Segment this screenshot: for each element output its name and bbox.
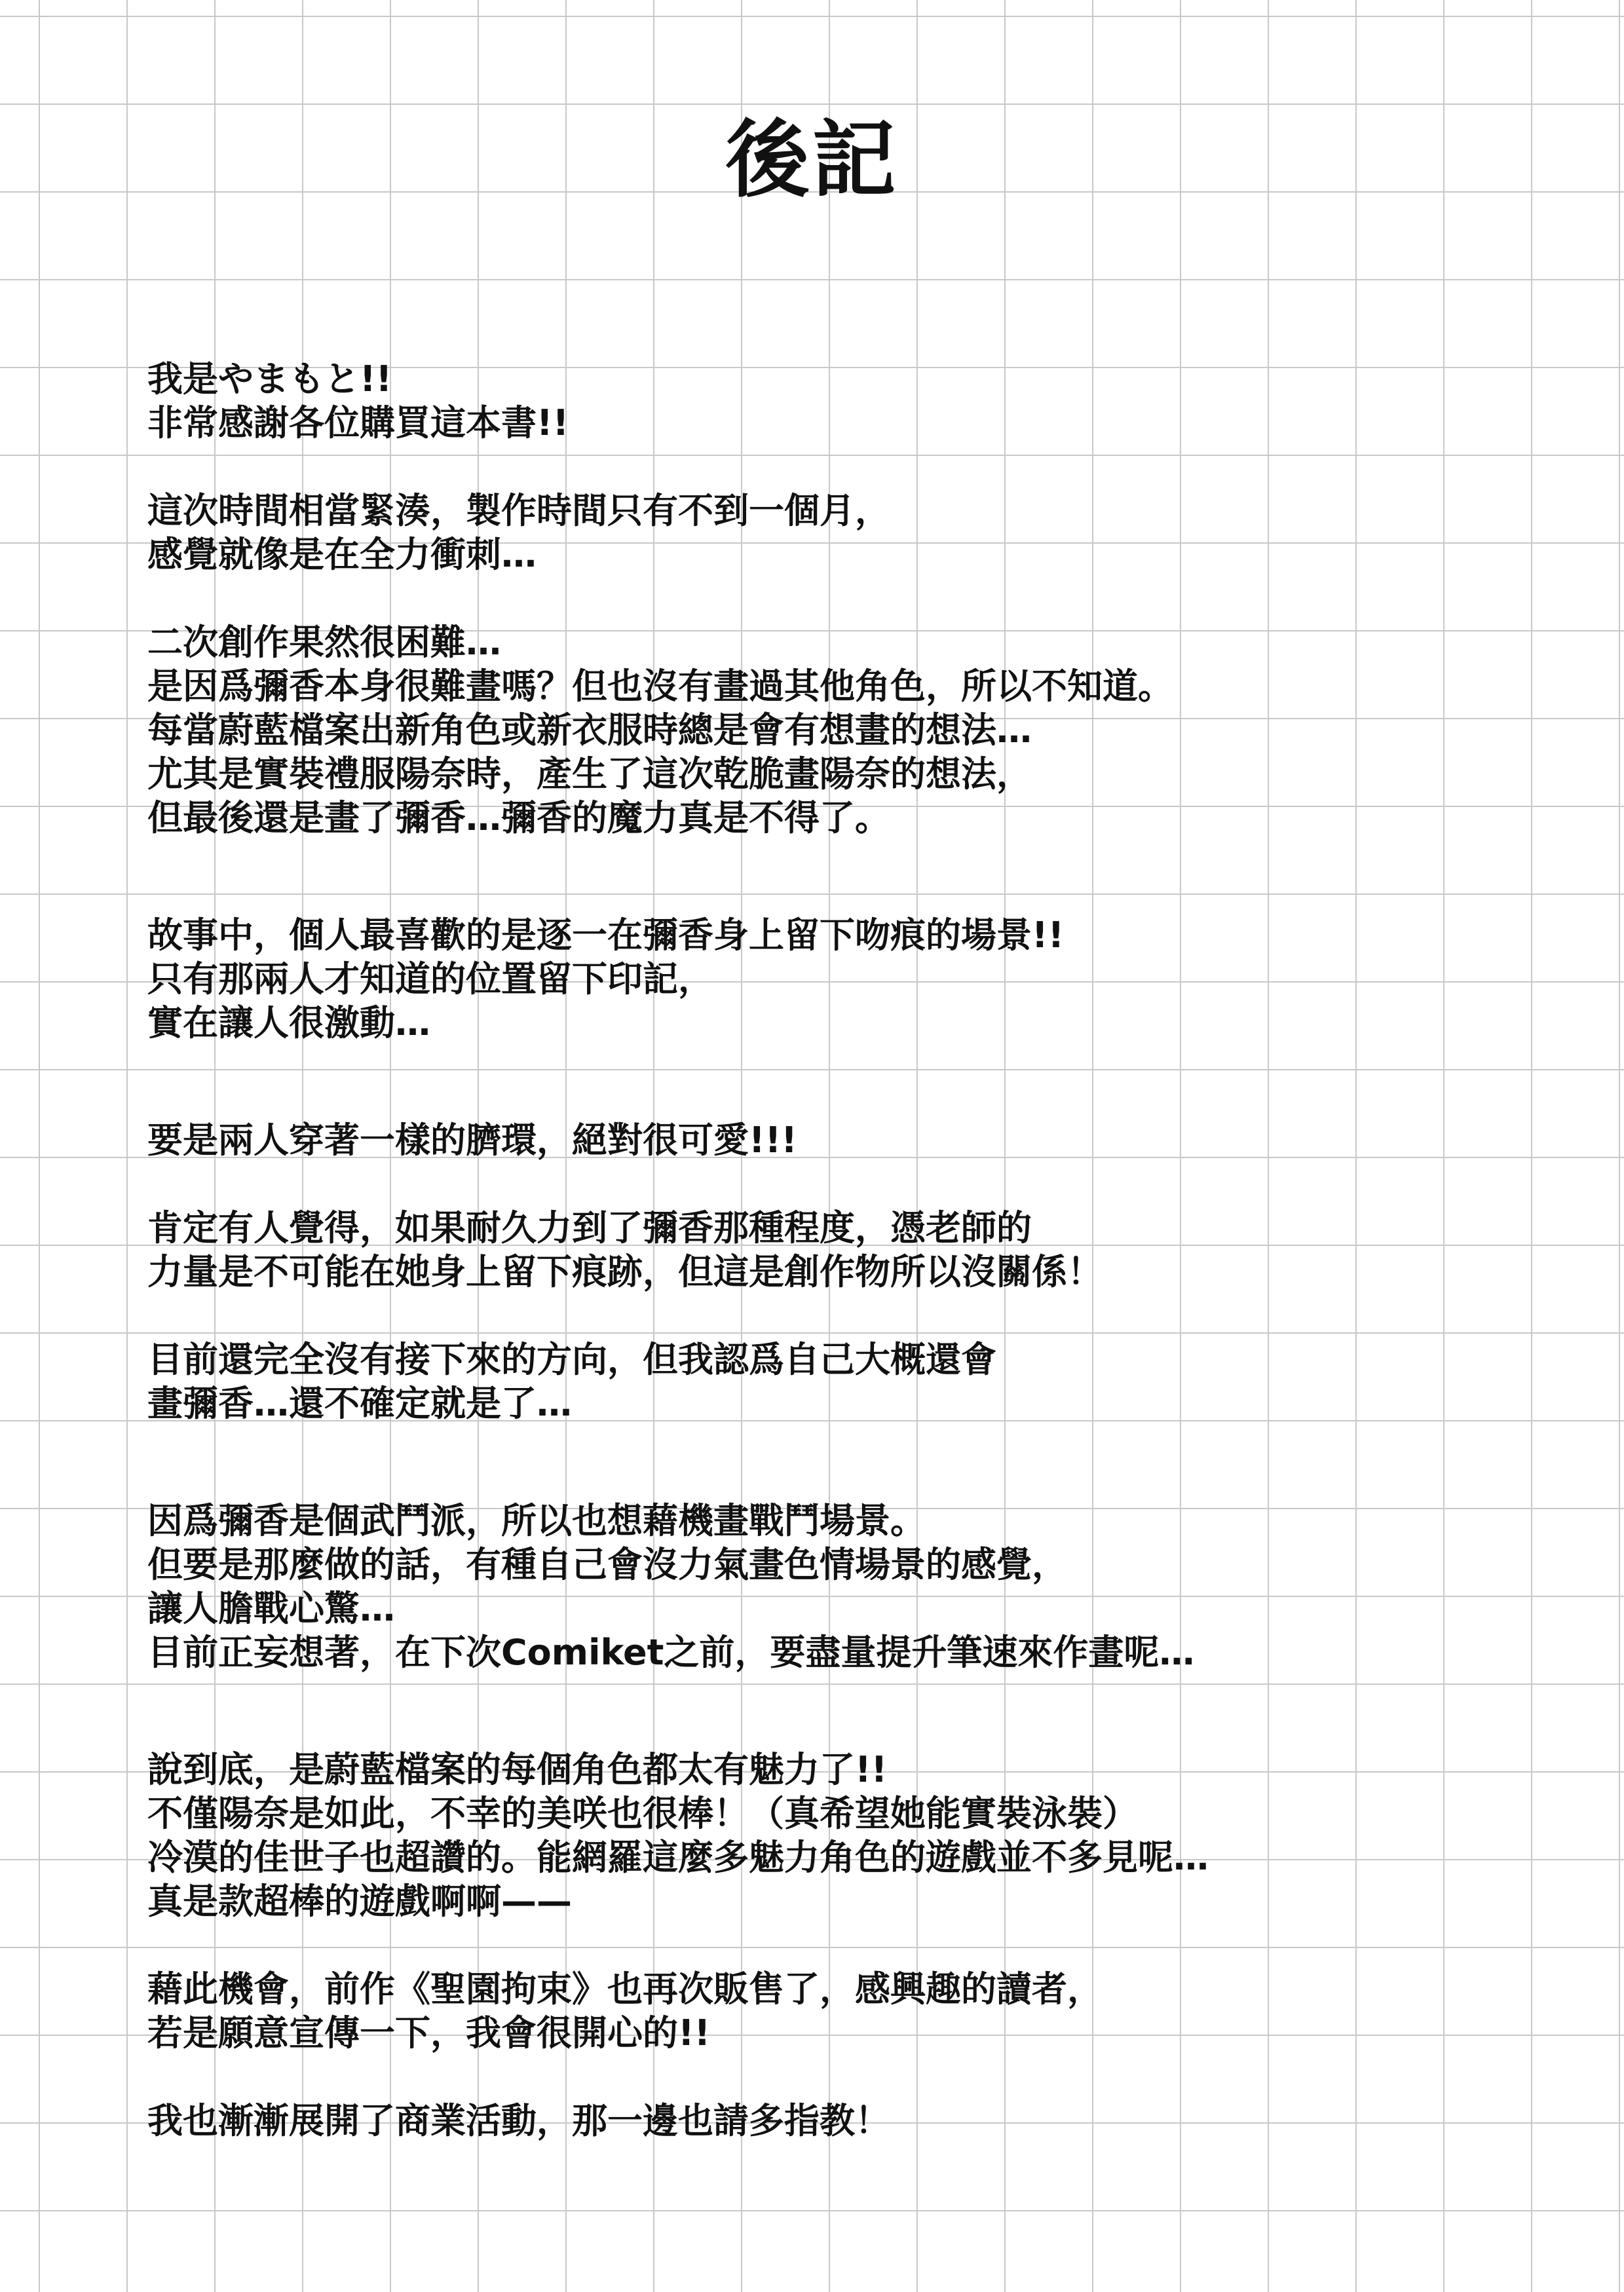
paragraph-next-direction	[147, 1338, 1523, 1425]
paragraph-schedule	[147, 489, 1523, 576]
paragraph-previous-work	[147, 1967, 1523, 2055]
text-line: 藉此機會，前作《聖園拘束》也再次販售了，感興趣的讀者，	[147, 1968, 1103, 2010]
text-line: 這次時間相當緊湊，製作時間只有不到一個月，	[147, 490, 890, 531]
paragraph-characters	[147, 1748, 1523, 1923]
text-line: 二次創作果然很困難…	[147, 622, 501, 663]
paragraph-durability	[147, 1206, 1523, 1294]
text-line: 感覺就像是在全力衝刺…	[147, 534, 537, 575]
text-line: 但要是那麼做的話，有種自己會沒力氣畫色情場景的感覺，	[147, 1544, 1067, 1585]
paragraph-greeting	[147, 357, 1523, 445]
text-line: 畫彌香…還不確定就是了…	[147, 1383, 572, 1424]
text-line: 每當蔚藍檔案出新角色或新衣服時總是會有想畫的想法…	[147, 709, 1032, 751]
text-line: 肯定有人覺得，如果耐久力到了彌香那種程度，憑老師的	[147, 1207, 1032, 1249]
text-line: 真是款超棒的遊戲啊啊——	[147, 1881, 572, 1922]
text-line: 只有那兩人才知道的位置留下印記，	[147, 958, 713, 1000]
afterword-body	[147, 357, 1523, 2143]
text-line: 我是やまもと!!	[147, 358, 392, 400]
text-line: 力量是不可能在她身上留下痕跡，但這是創作物所以沒關係！	[147, 1251, 1103, 1292]
text-line: 但最後還是畫了彌香…彌香的魔力真是不得了。	[147, 797, 890, 838]
text-line: 尤其是實裝禮服陽奈時，產生了這次乾脆畫陽奈的想法，	[147, 753, 1032, 795]
text-line: 我也漸漸展開了商業活動，那一邊也請多指教！	[147, 2100, 890, 2141]
paragraph-favorite-scene	[147, 913, 1523, 1045]
text-line: 若是願意宣傳一下，我會很開心的!!	[147, 2012, 711, 2054]
page-title: 後記	[725, 111, 899, 209]
text-line: 要是兩人穿著一樣的臍環，絕對很可愛!!!	[147, 1119, 797, 1161]
text-line: 說到底，是蔚藍檔案的每個角色都太有魅力了!!	[147, 1749, 888, 1790]
paragraph-navel-ring	[147, 1118, 1523, 1162]
paragraph-battle-scenes	[147, 1499, 1523, 1674]
text-line: 讓人膽戰心驚…	[147, 1588, 395, 1629]
text-line: 是因爲彌香本身很難畫嗎？但也沒有畫過其他角色，所以不知道。	[147, 666, 1173, 707]
text-line: 目前正妄想著，在下次Comiket之前，要盡量提升筆速來作畫呢…	[147, 1632, 1195, 1673]
text-line: 故事中，個人最喜歡的是逐一在彌香身上留下吻痕的場景!!	[147, 914, 1065, 956]
text-line: 冷漠的佳世子也超讚的。能網羅這麼多魅力角色的遊戲並不多見呢…	[147, 1837, 1209, 1878]
paragraph-difficulty	[147, 620, 1523, 840]
text-line: 因爲彌香是個武鬥派，所以也想藉機畫戰鬥場景。	[147, 1500, 926, 1541]
paragraph-commercial	[147, 2099, 1523, 2143]
text-line: 不僅陽奈是如此，不幸的美咲也很棒！（真希望她能實裝泳裝）	[147, 1793, 1138, 1834]
text-line: 目前還完全沒有接下來的方向，但我認爲自己大概還會	[147, 1339, 996, 1380]
text-line: 實在讓人很激動…	[147, 1002, 430, 1043]
text-line: 非常感謝各位購買這本書!!	[147, 402, 569, 443]
